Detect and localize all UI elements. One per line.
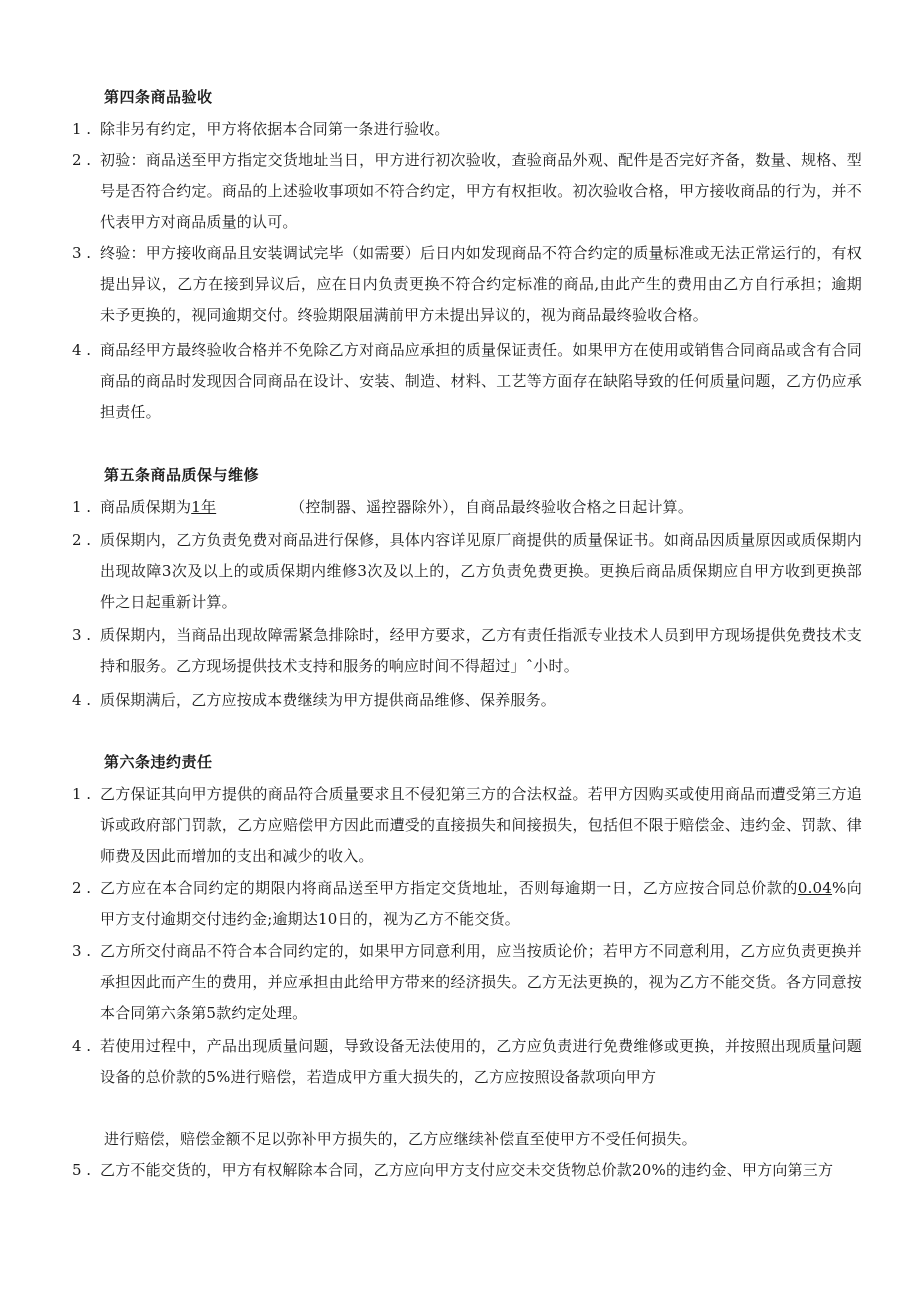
list-item [72,936,862,1029]
item-text: 质保期满后，乙方应按成本费继续为甲方提供商品维修、保养服务。 [100,691,557,709]
item-number: 3 . [72,942,92,960]
list-item [72,779,862,872]
item-text: 乙方所交付商品不符合本合同约定的，如果甲方同意利用，应当按质论价；若甲方不同意利用，乙方应负责更换并承担因此而产生的费用，并应承担由此给甲方带来的经济损失。乙方无法更换的，视为乙方不能交货。各方同意按本合同第六条第5款约定处理。 [100,942,862,1022]
item-text [100,492,862,523]
item-text: 终验：甲方接收商品且安装调试完毕（如需要）后日内如发现商品不符合约定的质量标准或无法正常运行的，有权提出异议，乙方在接到异议后，应在日内负责更换不符合约定标准的商品,由此产生的费用由乙方自行承担；逾期未予更换的，视同逾期交付。终验期限届满前甲方未提出异议的，视为商品最终验收合格。 [100,244,862,324]
list-item [72,620,862,682]
item-number: 4 . [72,691,92,709]
section-heading-4: 第四条商品验收 [104,88,213,106]
list-item [72,145,862,238]
item-number: 1 . [72,120,92,138]
item-number: 4 . [72,341,92,359]
item-number: 5 . [72,1161,92,1179]
list-item [72,525,862,618]
item-number: 4 . [72,1037,92,1055]
item-text: 质保期内，乙方负责免费对商品进行保修，具体内容详见原厂商提供的质量保证书。如商品因质量原因或质保期内出现故障3次及以上的或质保期内维修3次及以上的，乙方负责免费更换。更换后商品质保期应自甲方收到更换部件之日起重新计算。 [100,531,862,611]
item-text: 除非另有约定，甲方将依据本合同第一条进行验收。 [100,120,450,138]
item-text-post: （控制器、遥控器除外），自商品最终验收合格之日起计算。 [290,498,694,516]
item-number: 3 . [72,244,92,262]
continuation-text: 进行赔偿，赔偿金额不足以弥补甲方损失的，乙方应继续补偿直至使甲方不受任何损失。 [104,1130,697,1148]
item-text: 若使用过程中，产品出现质量问题，导致设备无法使用的，乙方应负责进行免费维修或更换，并按照出现质量问题设备的总价款的5%进行赔偿，若造成甲方重大损失的，乙方应按照设备款项向甲方 [100,1037,862,1086]
item-text [100,873,862,935]
list-item [72,1031,862,1093]
item-text-pre: 商品质保期为 [100,498,192,516]
item-text: 质保期内，当商品出现故障需紧急排除时，经甲方要求，乙方有责任指派专业技术人员到甲方现场提供免费技术支持和服务。乙方现场提供技术支持和服务的响应时间不得超过」ˆ小时。 [100,626,862,675]
item-text: 乙方保证其向甲方提供的商品符合质量要求且不侵犯第三方的合法权益。若甲方因购买或使用商品而遭受第三方追诉或政府部门罚款，乙方应赔偿甲方因此而遭受的直接损失和间接损失，包括但不限于赔偿金、违约金、罚款、律师费及因此而增加的支出和减少的收入。 [100,785,862,865]
list-item [72,335,862,428]
section-heading-6: 第六条违约责任 [104,753,213,771]
item-number: 2 . [72,879,92,897]
item-number: 2 . [72,531,92,549]
list-item [72,685,862,716]
warranty-period-value: 1年 [191,498,217,516]
item-text-pre: 乙方应在本合同约定的期限内将商品送至甲方指定交货地址，否则每逾期一日，乙方应按合同总价款的 [100,879,798,897]
list-item [72,873,862,935]
list-item [72,1155,862,1186]
item-number: 2 . [72,151,92,169]
list-item [72,492,862,523]
item-text: 商品经甲方最终验收合格并不免除乙方对商品应承担的质量保证责任。如果甲方在使用或销售合同商品或含有合同商品的商品时发现因合同商品在设计、安装、制造、材料、工艺等方面存在缺陷导致的任何质量问题，乙方仍应承担责任。 [100,341,862,421]
item-text: 初验：商品送至甲方指定交货地址当日，甲方进行初次验收，查验商品外观、配件是否完好齐备，数量、规格、型号是否符合约定。商品的上述验收事项如不符合约定，甲方有权拒收。初次验收合格，甲方接收商品的行为，并不代表甲方对商品质量的认可。 [100,151,862,231]
item-number: 1 . [72,785,92,803]
item-text-post: %向甲方支付逾期交付违约金;逾期达10日的，视为乙方不能交货。 [100,879,862,928]
item-number: 1 . [72,498,92,516]
item-text: 乙方不能交货的，甲方有权解除本合同，乙方应向甲方支付应交未交货物总价款20%的违约金、甲方向第三方 [100,1161,834,1179]
list-item [72,114,862,145]
section-heading-5: 第五条商品质保与维修 [104,466,260,484]
list-item [72,238,862,331]
item-number: 3 . [72,626,92,644]
penalty-rate-value: 0.04 [797,879,833,897]
